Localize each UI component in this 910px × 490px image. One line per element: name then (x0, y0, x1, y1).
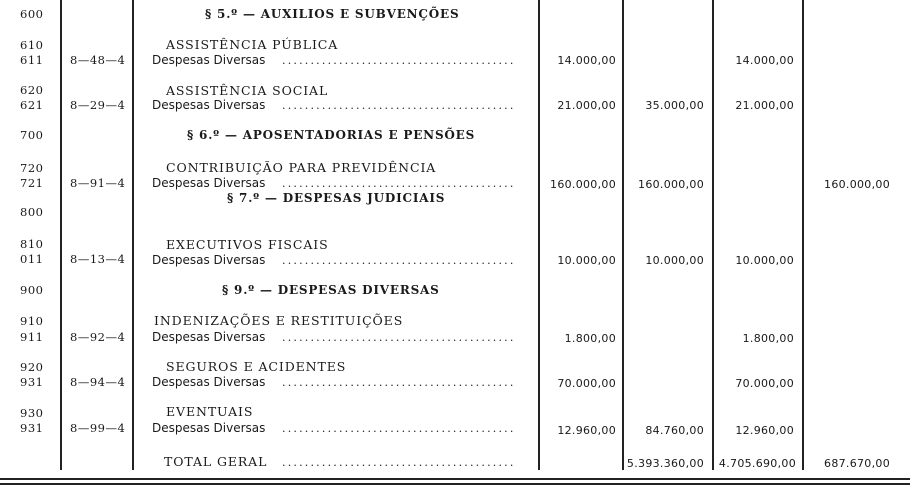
entry-reference: 8—48—4 (70, 53, 126, 67)
entry-code: 610 (20, 38, 44, 52)
entry-reference: 8—13—4 (70, 252, 126, 266)
entry-description: Despesas Diversas (152, 253, 266, 267)
total-col4: 687.670,00 (824, 457, 890, 470)
column-rule (132, 0, 134, 470)
entry-description: Despesas Diversas (152, 421, 266, 435)
entry-reference: 8—91—4 (70, 176, 126, 190)
amount-col3: 21.000,00 (735, 99, 794, 112)
amount-col2: 160.000,00 (638, 178, 704, 191)
column-rule (802, 0, 804, 470)
bottom-rule (0, 478, 910, 480)
total-col3: 4.705.690,00 (718, 457, 796, 470)
entry-code: 620 (20, 83, 44, 97)
leader-dots: ......................................... (282, 177, 516, 190)
entry-code: 910 (20, 314, 44, 328)
total-col2: 5.393.360,00 (626, 457, 704, 470)
entry-description: Despesas Diversas (152, 375, 266, 389)
entry-title: INDENIZAÇÕES E RESTITUIÇÕES (154, 313, 404, 328)
section-heading: § 7.º — DESPESAS JUDICIAIS (227, 191, 446, 205)
amount-col1: 10.000,00 (557, 254, 616, 267)
leader-dots: ......................................... (282, 376, 516, 389)
entry-description: Despesas Diversas (152, 98, 266, 112)
entry-reference: 8—92—4 (70, 330, 126, 344)
amount-col1: 70.000,00 (557, 377, 616, 390)
entry-subcode: 911 (20, 330, 44, 344)
entry-title: EXECUTIVOS FISCAIS (166, 237, 329, 252)
section-code: 900 (20, 283, 44, 297)
amount-col3: 12.960,00 (735, 424, 794, 437)
amount-col3: 10.000,00 (735, 254, 794, 267)
entry-title: ASSISTÊNCIA SOCIAL (166, 83, 329, 98)
amount-col3: 70.000,00 (735, 377, 794, 390)
total-label: TOTAL GERAL (164, 454, 268, 469)
amount-col2: 84.760,00 (645, 424, 704, 437)
section-heading: § 9.º — DESPESAS DIVERSAS (222, 283, 440, 297)
amount-col3: 1.800,00 (742, 332, 794, 345)
leader-dots: ......................................... (282, 254, 516, 267)
entry-title: ASSISTÊNCIA PÚBLICA (166, 37, 339, 52)
entry-code: 720 (20, 161, 44, 175)
entry-subcode: 721 (20, 176, 44, 190)
entry-title: CONTRIBUIÇÃO PARA PREVIDÊNCIA (166, 160, 437, 175)
entry-code: 930 (20, 406, 44, 420)
section-heading: § 6.º — APOSENTADORIAS E PENSÕES (187, 128, 476, 142)
entry-reference: 8—29—4 (70, 98, 126, 112)
section-code: 600 (20, 7, 44, 21)
entry-code: 920 (20, 360, 44, 374)
column-rule (622, 0, 624, 470)
leader-dots: ......................................... (282, 331, 516, 344)
entry-title: SEGUROS E ACIDENTES (166, 359, 347, 374)
amount-col3: 14.000,00 (735, 54, 794, 67)
leader-dots: ......................................... (282, 456, 516, 469)
entry-reference: 8—94—4 (70, 375, 126, 389)
entry-description: Despesas Diversas (152, 53, 266, 67)
amount-col4: 160.000,00 (824, 178, 890, 191)
leader-dots: ......................................... (282, 54, 516, 67)
column-rule (712, 0, 714, 470)
section-heading: § 5.º — AUXILIOS E SUBVENÇÕES (205, 7, 460, 21)
entry-subcode: 011 (20, 252, 44, 266)
column-rule (60, 0, 62, 470)
entry-code: 810 (20, 237, 44, 251)
entry-description: Despesas Diversas (152, 330, 266, 344)
section-code: 700 (20, 128, 44, 142)
amount-col1: 21.000,00 (557, 99, 616, 112)
leader-dots: ......................................... (282, 99, 516, 112)
amount-col1: 1.800,00 (564, 332, 616, 345)
bottom-rule (0, 483, 910, 485)
amount-col2: 35.000,00 (645, 99, 704, 112)
entry-subcode: 931 (20, 421, 44, 435)
amount-col2: 10.000,00 (645, 254, 704, 267)
entry-subcode: 931 (20, 375, 44, 389)
amount-col1: 12.960,00 (557, 424, 616, 437)
entry-subcode: 621 (20, 98, 44, 112)
leader-dots: ......................................... (282, 422, 516, 435)
entry-subcode: 611 (20, 53, 44, 67)
section-code: 800 (20, 205, 44, 219)
amount-col1: 14.000,00 (557, 54, 616, 67)
amount-col1: 160.000,00 (550, 178, 616, 191)
entry-reference: 8—99—4 (70, 421, 126, 435)
entry-title: EVENTUAIS (166, 404, 254, 419)
column-rule (538, 0, 540, 470)
entry-description: Despesas Diversas (152, 176, 266, 190)
